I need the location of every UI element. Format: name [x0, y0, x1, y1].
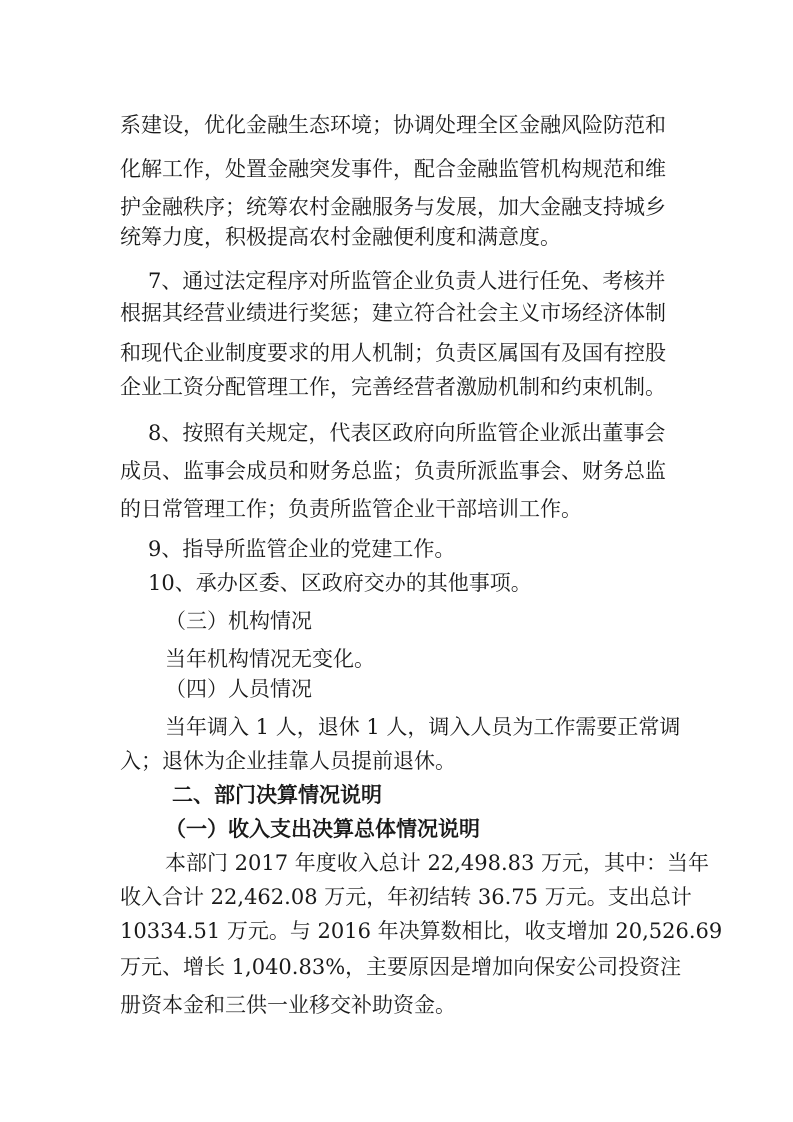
paragraph-line: 收入合计 22,462.08 万元，年初结转 36.75 万元。支出总计: [120, 885, 692, 909]
list-item-10: 10、承办区委、区政府交办的其他事项。: [148, 571, 532, 595]
subsection-heading: （一）收入支出决算总体情况说明: [165, 817, 480, 841]
paragraph-line: 和现代企业制度要求的用人机制；负责区属国有及国有控股: [120, 341, 666, 365]
paragraph-line: 根据其经营业绩进行奖惩；建立符合社会主义市场经济体制: [120, 301, 666, 325]
paragraph-line: 当年调入 1 人，退休 1 人，调入人员为工作需要正常调: [165, 715, 681, 739]
paragraph-line: 系建设，优化金融生态环境；协调处理全区金融风险防范和: [120, 113, 666, 137]
section-heading-3: （三）机构情况: [165, 609, 312, 633]
paragraph-line: 册资本金和三供一业移交补助资金。: [120, 993, 456, 1017]
list-item-7: 7、通过法定程序对所监管企业负责人进行任免、考核并: [148, 269, 666, 293]
paragraph-line: 万元、增长 1,040.83%，主要原因是增加向保安公司投资注: [120, 955, 682, 979]
paragraph-line: 10334.51 万元。与 2016 年决算数相比，收支增加 20,526.69: [120, 919, 723, 943]
list-item-9: 9、指导所监管企业的党建工作。: [148, 537, 456, 561]
paragraph-line: 当年机构情况无变化。: [165, 647, 375, 671]
section-heading-4: （四）人员情况: [165, 677, 312, 701]
paragraph-line: 的日常管理工作；负责所监管企业干部培训工作。: [120, 497, 582, 521]
paragraph-line: 统筹力度，积极提高农村金融便利度和满意度。: [120, 225, 561, 249]
paragraph-line: 企业工资分配管理工作，完善经营者激励机制和约束机制。: [120, 375, 666, 399]
paragraph-line: 成员、监事会成员和财务总监；负责所派监事会、财务总监: [120, 459, 666, 483]
paragraph-line: 本部门 2017 年度收入总计 22,498.83 万元，其中：当年: [165, 851, 710, 875]
paragraph-line: 化解工作，处置金融突发事件，配合金融监管机构规范和维: [120, 157, 666, 181]
chapter-heading: 二、部门决算情况说明: [172, 783, 382, 807]
paragraph-line: 护金融秩序；统筹农村金融服务与发展，加大金融支持城乡: [120, 195, 666, 219]
paragraph-line: 入；退休为企业挂靠人员提前退休。: [120, 749, 456, 773]
list-item-8: 8、按照有关规定，代表区政府向所监管企业派出董事会: [148, 421, 666, 445]
